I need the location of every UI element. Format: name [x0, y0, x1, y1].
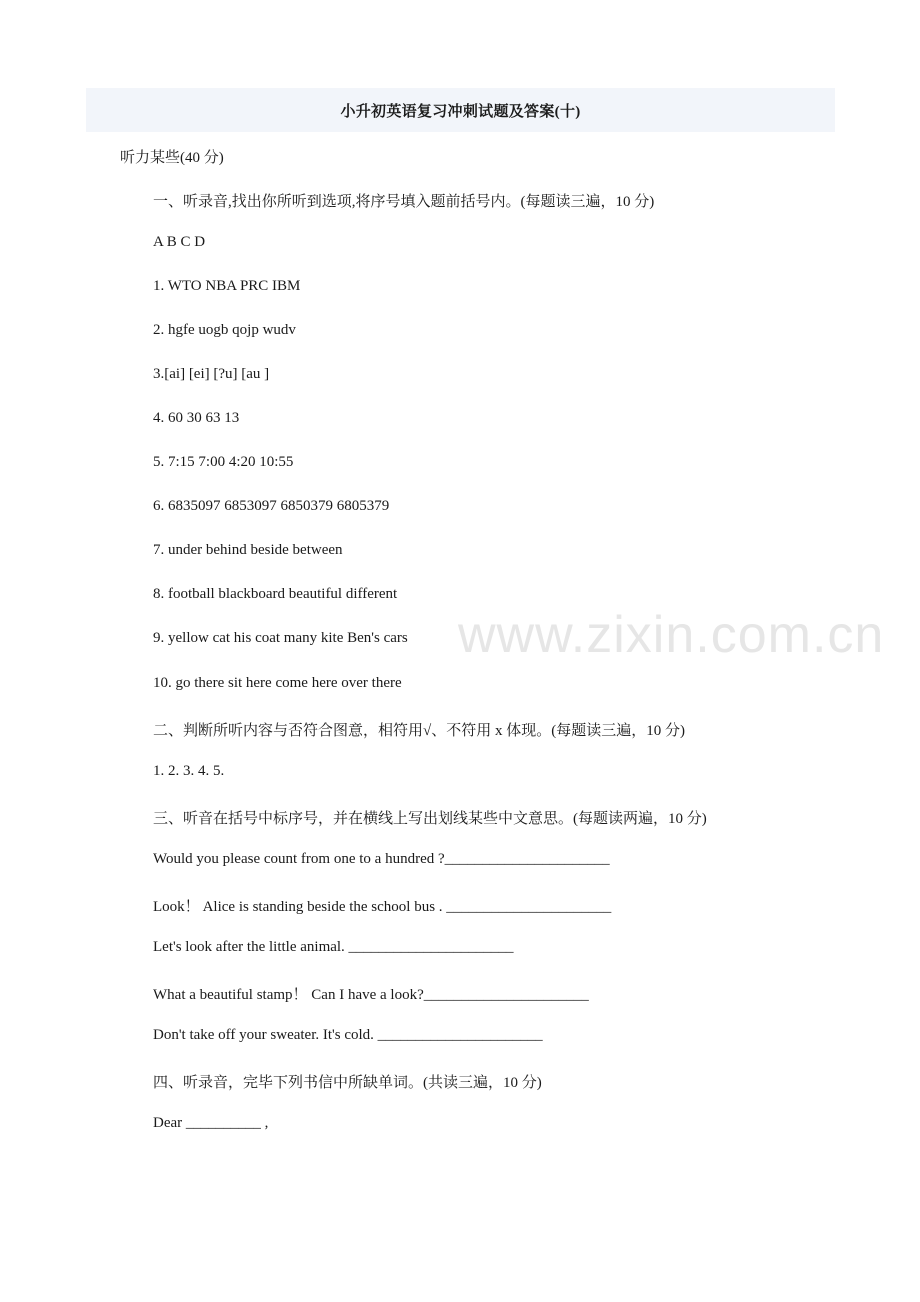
question-item: 7. under behind beside between: [153, 542, 343, 558]
question-item: 8. football blackboard beautiful different: [153, 586, 398, 602]
part-three-instructions: 三、听音在括号中标序号，并在横线上写出划线某些中文意思。(每题读两遍，10 分): [153, 811, 707, 827]
page-title: 小升初英语复习冲刺试题及答案(十): [340, 104, 581, 120]
question-item: 2. hgfe uogb qojp wudv: [153, 322, 296, 338]
question-item: 5. 7:15 7:00 4:20 10:55: [153, 454, 294, 470]
part-four-instructions: 四、听录音，完毕下列书信中所缺单词。(共读三遍，10 分): [153, 1075, 542, 1091]
question-item: 6. 6835097 6853097 6850379 6805379: [153, 498, 390, 514]
question-item: 9. yellow cat his coat many kite Ben's cars: [153, 630, 408, 646]
option-letters: A B C D: [153, 234, 206, 250]
part-one-instructions: 一、听录音,找出你所听到选项,将序号填入题前括号内。(每题读三遍，10 分): [153, 194, 655, 210]
sentence-item: Let's look after the little animal. ______________________: [153, 939, 514, 955]
sentence-item: Don't take off your sweater. It's cold. ______________________: [153, 1027, 543, 1043]
letter-salutation: Dear __________ ,: [153, 1115, 269, 1131]
question-numbers: 1. 2. 3. 4. 5.: [153, 763, 225, 779]
question-item: 3.[ai] [ei] [?u] [au ]: [153, 366, 270, 382]
question-item: 10. go there sit here come here over there: [153, 675, 402, 691]
watermark: www.zixin.com.cn: [458, 606, 885, 664]
sentence-item: What a beautiful stamp！ Can I have a look?______________________: [153, 987, 589, 1003]
section-heading-listening: 听力某些(40 分): [120, 150, 224, 166]
title-banner: [86, 88, 835, 132]
part-two-instructions: 二、判断所听内容与否符合图意，相符用√、不符用 x 体现。(每题读三遍，10 分): [153, 723, 685, 739]
question-item: 1. WTO NBA PRC IBM: [153, 278, 301, 294]
sentence-item: Look！ Alice is standing beside the school bus . ______________________: [153, 899, 612, 915]
question-item: 4. 60 30 63 13: [153, 410, 240, 426]
sentence-item: Would you please count from one to a hundred ?______________________: [153, 851, 610, 867]
